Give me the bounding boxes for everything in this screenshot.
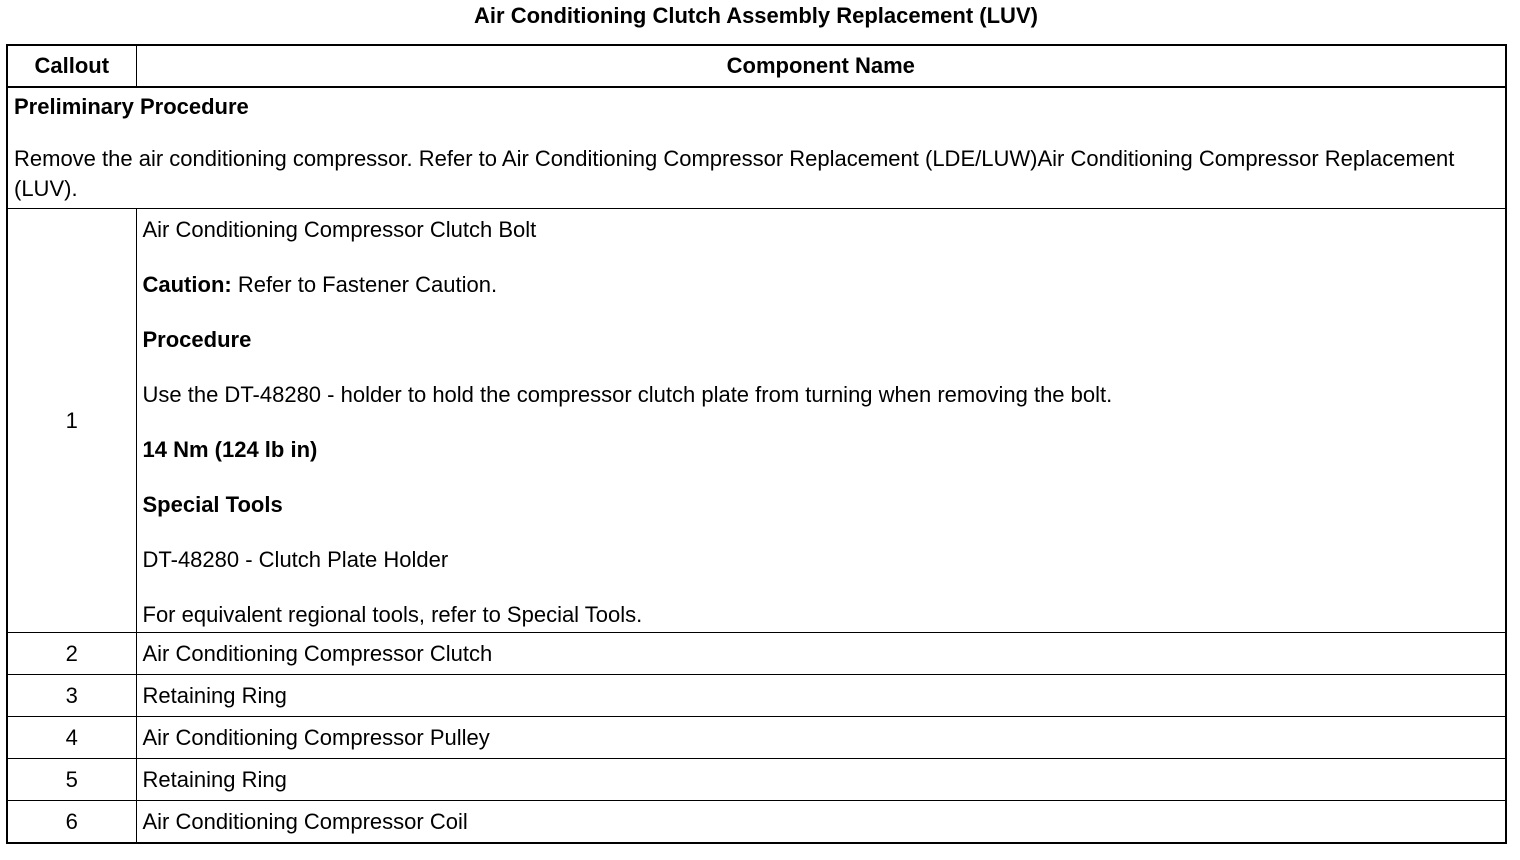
callout-number: 2 [7, 633, 136, 675]
special-tools-note: For equivalent regional tools, refer to Special Tools. [142, 602, 643, 627]
table-header-row [7, 45, 1506, 87]
procedure-text: Use the DT-48280 - holder to hold the compressor clutch plate from turning when removing the bolt. [142, 382, 1113, 407]
page-title: Air Conditioning Clutch Assembly Replacement (LUV) [474, 3, 1038, 28]
component-detail-cell [136, 209, 1506, 633]
callout-header: Callout [7, 45, 136, 87]
component-name-header: Component Name [136, 45, 1506, 87]
special-tools-heading: Special Tools [142, 492, 283, 517]
table-row [7, 801, 1506, 844]
caution-text: Refer to Fastener Caution. [231, 272, 498, 297]
preliminary-cell [7, 87, 1506, 209]
component-name: Air Conditioning Compressor Pulley [136, 717, 1506, 759]
caution-label: Caution: [142, 272, 232, 297]
table-row [7, 209, 1506, 633]
component-name: Air Conditioning Compressor Clutch Bolt [142, 217, 537, 242]
component-name: Retaining Ring [136, 675, 1506, 717]
table-row [7, 759, 1506, 801]
table-row [7, 717, 1506, 759]
caution-line [143, 272, 1500, 298]
preliminary-text: Remove the air conditioning compressor. Refer to Air Conditioning Compressor Replacement (LDE/LUW)Air Conditioning Compressor Replacement (LUV). [14, 146, 1455, 201]
callout-number: 6 [7, 801, 136, 844]
table-row [7, 675, 1506, 717]
procedure-heading: Procedure [142, 327, 252, 352]
callout-number: 3 [7, 675, 136, 717]
special-tool-item: DT-48280 - Clutch Plate Holder [142, 547, 449, 572]
callout-number: 4 [7, 717, 136, 759]
preliminary-row [7, 87, 1506, 209]
callout-number: 5 [7, 759, 136, 801]
preliminary-heading: Preliminary Procedure [14, 94, 249, 119]
component-table [6, 44, 1507, 844]
torque-spec: 14 Nm (124 lb in) [142, 437, 318, 462]
component-name: Air Conditioning Compressor Coil [136, 801, 1506, 844]
component-name: Air Conditioning Compressor Clutch [136, 633, 1506, 675]
callout-number: 1 [7, 209, 136, 633]
component-name: Retaining Ring [136, 759, 1506, 801]
table-row [7, 633, 1506, 675]
